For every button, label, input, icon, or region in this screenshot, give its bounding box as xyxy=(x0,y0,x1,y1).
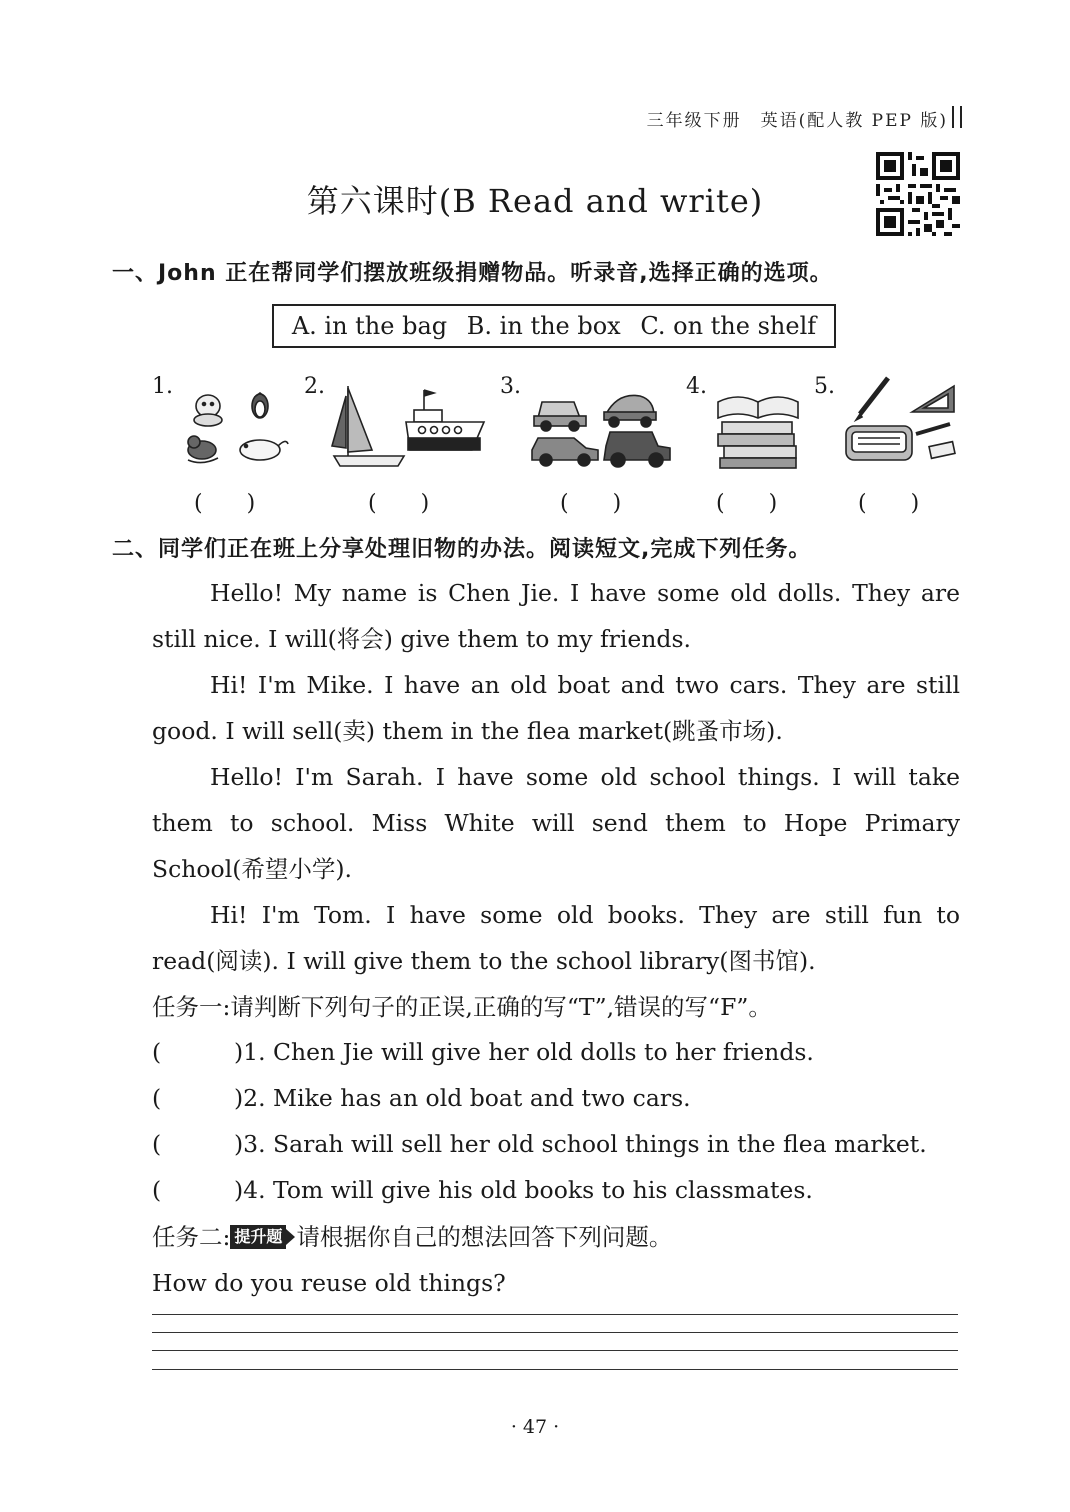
answer-blank-5[interactable]: ( ) xyxy=(858,491,920,516)
passage-paragraph-2: Hi! I'm Mike. I have an old boat and two cars. They are still good. I will sell(卖) them in the flea market(跳蚤市场). xyxy=(152,671,960,745)
task2-question: How do you reuse old things? xyxy=(152,1269,506,1297)
judge-item-3: ( )3. Sarah will sell her old school things in the flea market. xyxy=(152,1130,927,1158)
car-toys-icon xyxy=(528,388,674,470)
question-number-2: 2. xyxy=(304,374,325,399)
task1-heading: 任务一:请判断下列句子的正误,正确的写“T”,错误的写“F”。 xyxy=(152,993,772,1021)
question-number-3: 3. xyxy=(500,374,521,399)
answer-blank-1[interactable]: ( ) xyxy=(194,491,256,516)
answer-blank-3[interactable]: ( ) xyxy=(560,491,622,516)
judge-item-1: ( )1. Chen Jie will give her old dolls to her friends. xyxy=(152,1038,814,1066)
option-b: B. in the box xyxy=(466,312,621,340)
passage-paragraph-4: Hi! I'm Tom. I have some old books. They are still fun to read(阅读). I will give them to the school library(图书馆). xyxy=(152,901,960,975)
option-c: C. on the shelf xyxy=(640,312,817,340)
lesson-title: 第六课时(B Read and write) xyxy=(306,182,764,220)
stationery-icon xyxy=(842,372,960,470)
passage-paragraph-1: Hello! My name is Chen Jie. I have some old dolls. They are still nice. I will(将会) give them to my friends. xyxy=(152,579,960,653)
question-number-5: 5. xyxy=(814,374,835,399)
options-box xyxy=(272,304,836,348)
book-header: 三年级下册 英语(配人教 PEP 版) xyxy=(646,111,948,131)
task2-instruction: 请根据你自己的想法回答下列问题。 xyxy=(296,1223,673,1251)
option-a: A. in the bag xyxy=(291,312,448,340)
judge-item-4: ( )4. Tom will give his old books to his classmates. xyxy=(152,1176,813,1204)
answer-blank-4[interactable]: ( ) xyxy=(716,491,778,516)
header-bar xyxy=(952,106,962,128)
section2-heading: 二、同学们正在班上分享处理旧物的办法。阅读短文,完成下列任务。 xyxy=(112,537,812,562)
answer-blank-2[interactable]: ( ) xyxy=(368,491,430,516)
question-number-1: 1. xyxy=(152,374,173,399)
task2-heading xyxy=(152,1214,672,1260)
section1-heading: 一、John 正在帮同学们摆放班级捐赠物品。听录音,选择正确的选项。 xyxy=(112,261,833,286)
books-icon xyxy=(712,388,804,470)
answer-line-1[interactable] xyxy=(152,1314,958,1315)
answer-line-4[interactable] xyxy=(152,1369,958,1370)
judge-blank-3[interactable]: ( xyxy=(152,1130,162,1158)
answer-line-2[interactable] xyxy=(152,1332,958,1333)
passage-paragraph-3: Hello! I'm Sarah. I have some old school things. I will take them to school. Miss White will send them to Hope Primary School(希望小学). xyxy=(152,763,960,883)
animal-toys-icon xyxy=(180,384,292,470)
judge-blank-4[interactable]: ( xyxy=(152,1176,162,1204)
task2-label: 任务二: xyxy=(152,1223,231,1251)
boat-toys-icon xyxy=(328,382,490,470)
judge-item-2: ( )2. Mike has an old boat and two cars. xyxy=(152,1084,691,1112)
judge-blank-2[interactable]: ( xyxy=(152,1084,162,1112)
question-number-4: 4. xyxy=(686,374,707,399)
judge-blank-1[interactable]: ( xyxy=(152,1038,162,1066)
answer-line-3[interactable] xyxy=(152,1350,958,1351)
upgrade-tag: 提升题 xyxy=(230,1225,286,1249)
page-number: · 47 · xyxy=(510,1416,560,1438)
